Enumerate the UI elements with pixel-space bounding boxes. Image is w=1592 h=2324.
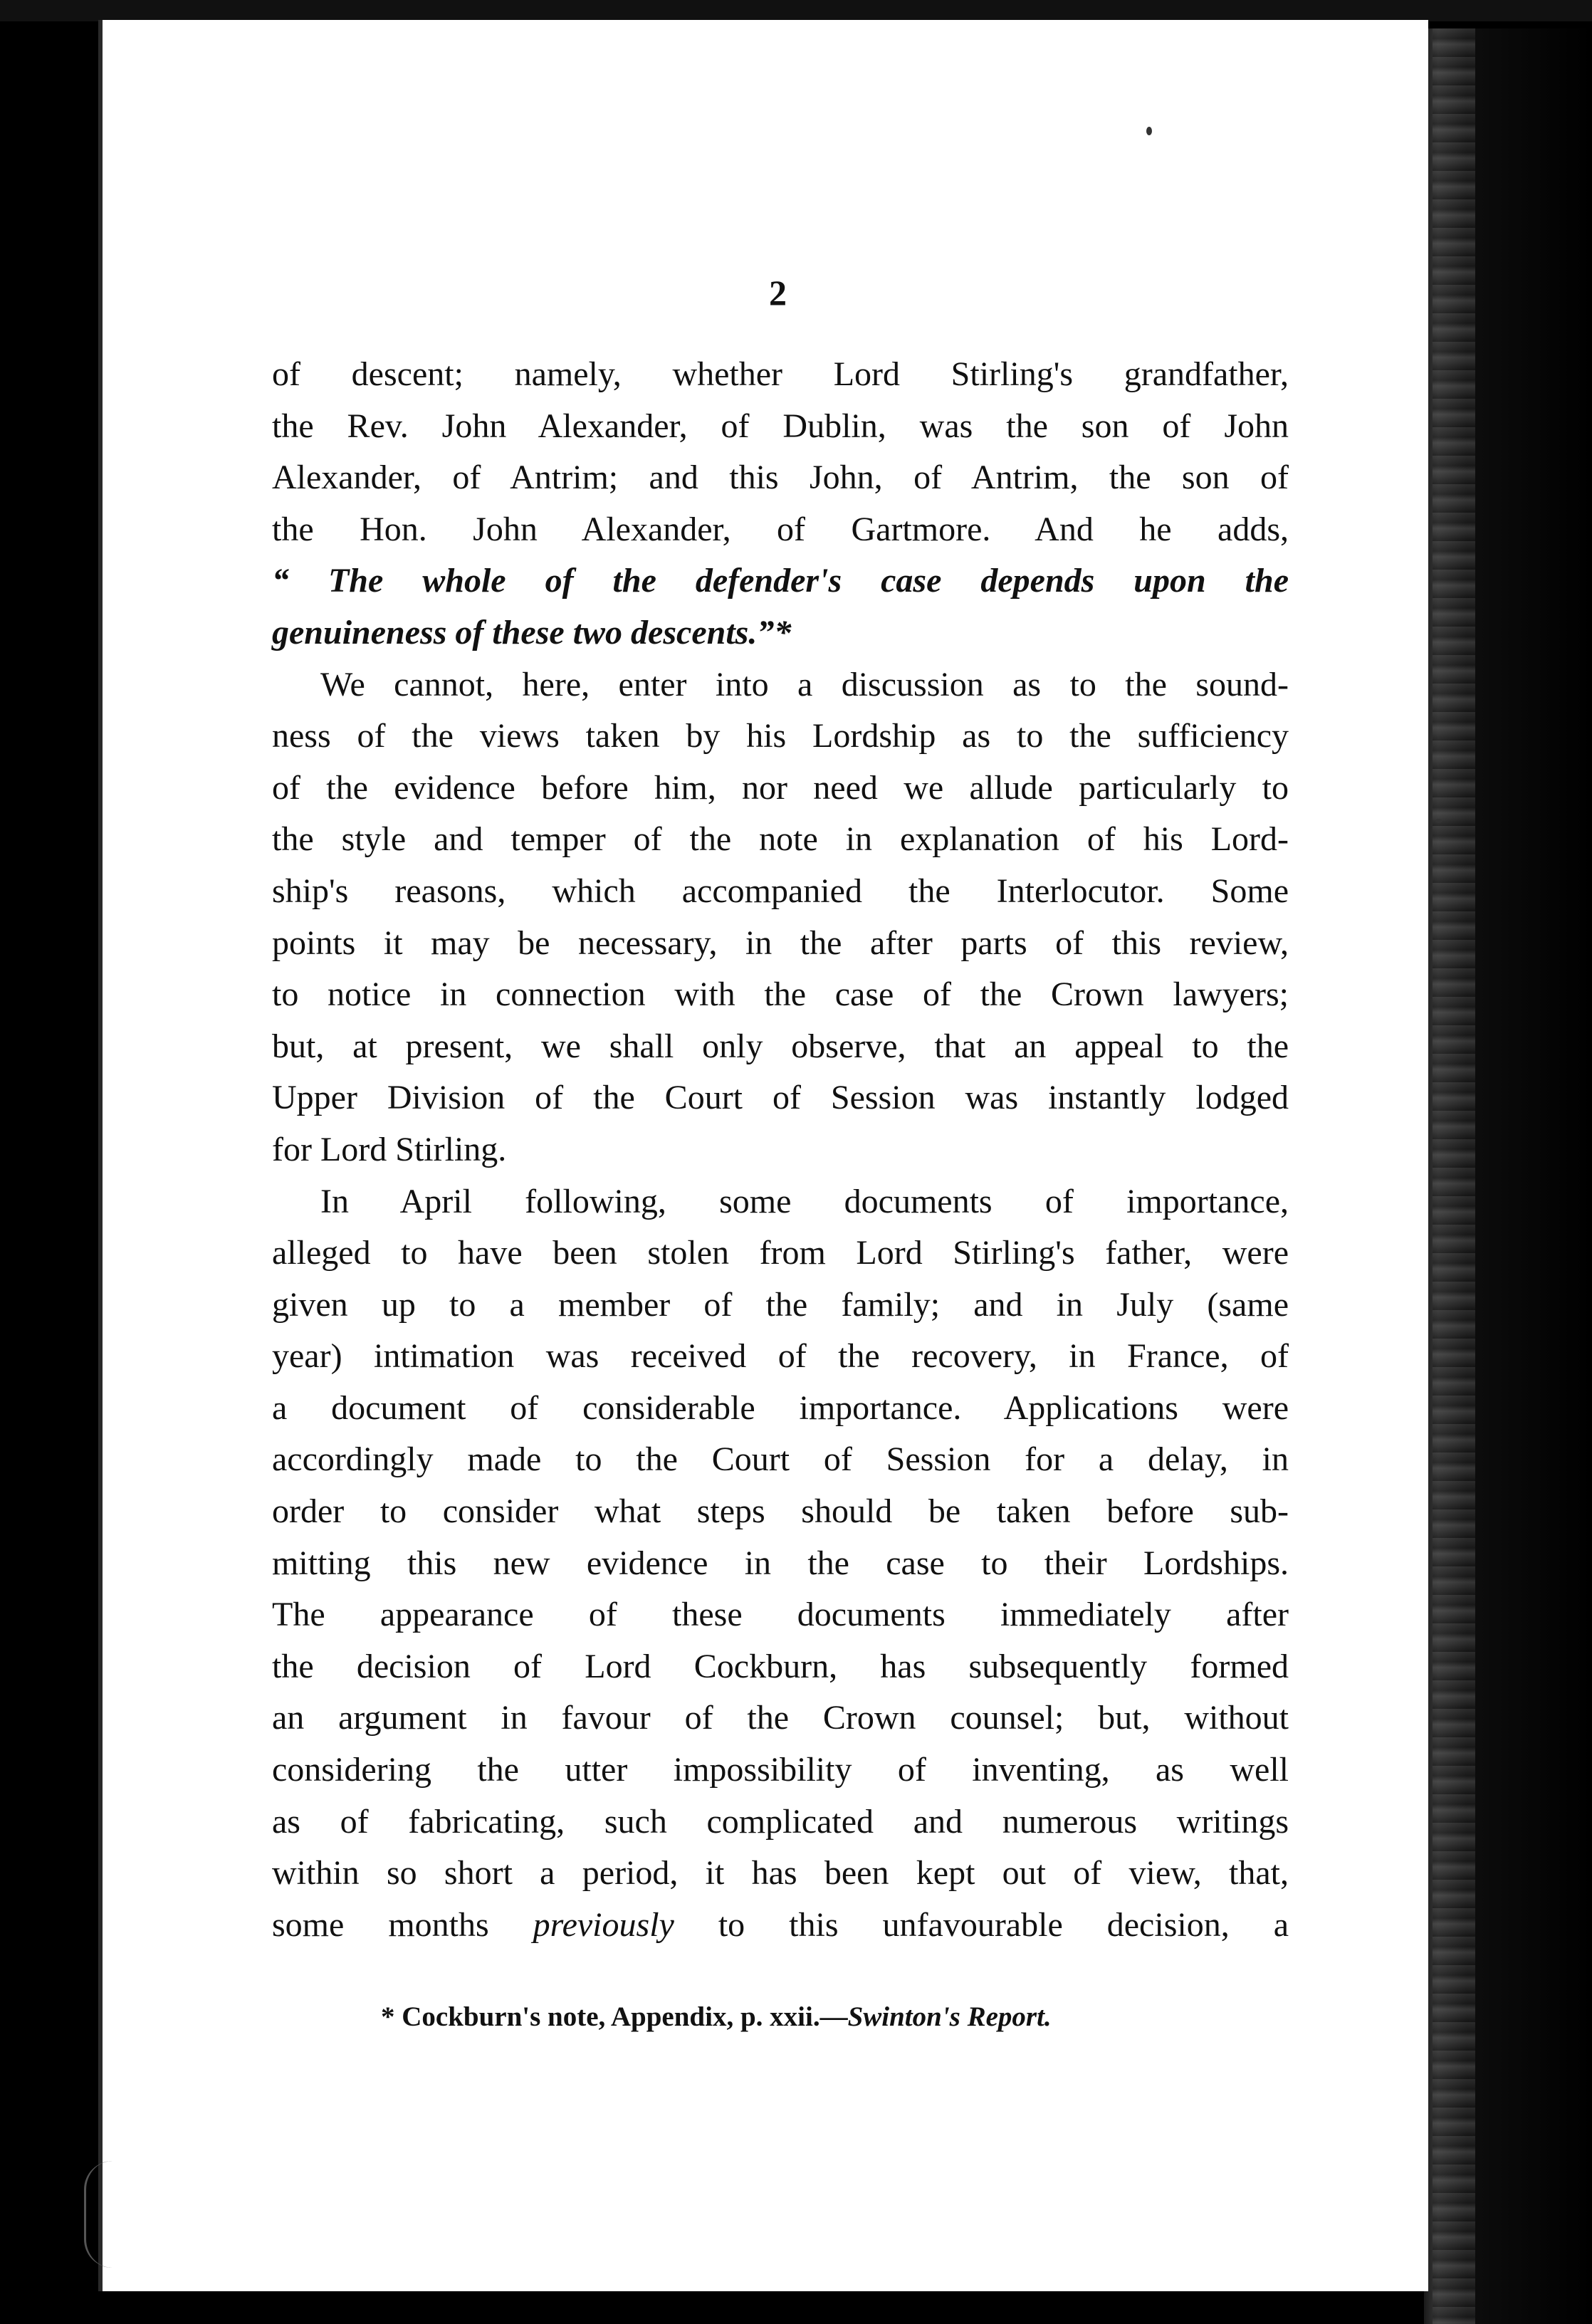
text-line: for Lord Stirling. bbox=[272, 1130, 507, 1168]
text-line: the decision of Lord Cockburn, has subsequently formed bbox=[272, 1647, 1289, 1685]
page-number: 2 bbox=[769, 273, 787, 313]
footnote bbox=[381, 2001, 1052, 2033]
text-segment: some months bbox=[272, 1905, 489, 1944]
body-text bbox=[272, 349, 1289, 1951]
text-line: order to consider what steps should be taken before sub- bbox=[272, 1492, 1289, 1531]
text-line: an argument in favour of the Crown counsel; but, without bbox=[272, 1699, 1289, 1737]
ink-speck bbox=[1435, 819, 1442, 823]
text-line: the Rev. John Alexander, of Dublin, was the son of John bbox=[272, 407, 1289, 445]
text-line: The appearance of these documents immediately after bbox=[272, 1596, 1289, 1634]
text-line: ship's reasons, which accompanied the Interlocutor. Some bbox=[272, 872, 1289, 910]
scan-border-top bbox=[0, 0, 1592, 21]
text-line: Alexander, of Antrim; and this John, of Antrim, the son of bbox=[272, 459, 1289, 497]
text-line: within so short a period, it has been kept out of view, that, bbox=[272, 1854, 1289, 1893]
text-line: of the evidence before him, nor need we allude particularly to bbox=[272, 768, 1289, 807]
page-corner-mark bbox=[84, 2161, 115, 2268]
text-line: considering the utter impossibility of inventing, as well bbox=[272, 1751, 1289, 1789]
text-line: In April following, some documents of importance, bbox=[320, 1182, 1289, 1220]
footnote-source: Swinton's Report. bbox=[847, 2001, 1052, 2032]
quote-line: “ The whole of the defender's case depends upon the bbox=[272, 562, 1289, 600]
quote-line: genuineness of these two descents.”* bbox=[272, 613, 792, 651]
text-line: of descent; namely, whether Lord Stirling's grandfather, bbox=[272, 355, 1289, 393]
text-line: a document of considerable importance. Applications were bbox=[272, 1388, 1289, 1427]
footnote-text: * Cockburn's note, Appendix, p. xxii.— bbox=[381, 2001, 848, 2032]
ink-speck bbox=[1146, 127, 1152, 135]
text-line: the Hon. John Alexander, of Gartmore. And he adds, bbox=[272, 510, 1289, 548]
text-line: as of fabricating, such complicated and numerous writings bbox=[272, 1802, 1289, 1841]
emphasis-text: previously bbox=[533, 1905, 674, 1944]
text-line: but, at present, we shall only observe, that an appeal to the bbox=[272, 1027, 1289, 1065]
text-line: points it may be necessary, in the after parts of this review, bbox=[272, 923, 1289, 962]
text-line: accordingly made to the Court of Session for a delay, in bbox=[272, 1440, 1289, 1479]
scanned-page-edge bbox=[1424, 28, 1592, 2324]
text-line: We cannot, here, enter into a discussion as to the sound- bbox=[320, 665, 1289, 703]
page-edge-strip bbox=[1433, 28, 1475, 2324]
text-line: Upper Division of the Court of Session was instantly lodged bbox=[272, 1079, 1289, 1117]
text-line: given up to a member of the family; and in July (same bbox=[272, 1285, 1289, 1324]
text-segment: to this unfavourable decision, a bbox=[718, 1905, 1289, 1944]
text-line: to notice in connection with the case of the Crown lawyers; bbox=[272, 975, 1289, 1014]
text-line: the style and temper of the note in explanation of his Lord- bbox=[272, 820, 1289, 859]
text-line: mitting this new evidence in the case to their Lordships. bbox=[272, 1544, 1289, 1582]
text-line: alleged to have been stolen from Lord Stirling's father, were bbox=[272, 1234, 1289, 1272]
text-line bbox=[272, 1900, 1289, 1952]
text-line: ness of the views taken by his Lordship as to the sufficiency bbox=[272, 717, 1289, 755]
text-line: year) intimation was received of the recovery, in France, of bbox=[272, 1337, 1289, 1376]
